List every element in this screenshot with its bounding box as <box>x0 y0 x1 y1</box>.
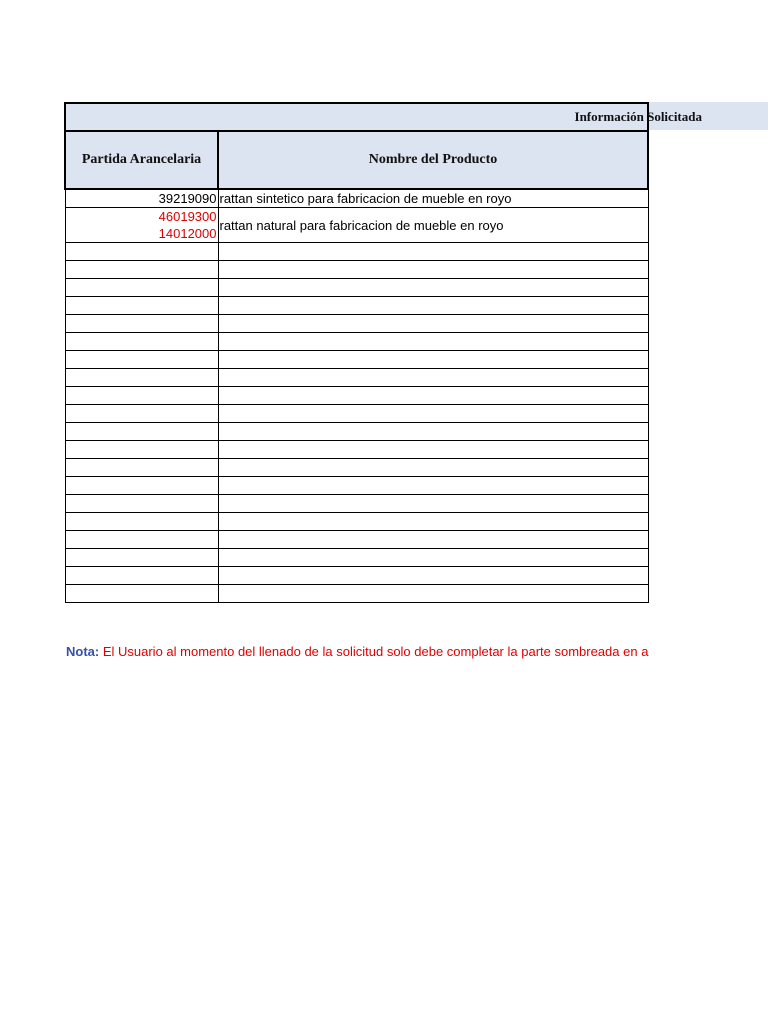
tariff-code-cell[interactable] <box>65 243 218 261</box>
table-row <box>65 549 648 567</box>
table-row <box>65 297 648 315</box>
product-name-cell[interactable] <box>218 279 648 297</box>
tariff-code-cell[interactable] <box>65 387 218 405</box>
tariff-code-cell[interactable] <box>65 567 218 585</box>
product-name-cell[interactable] <box>218 549 648 567</box>
tariff-code-cell[interactable] <box>65 369 218 387</box>
tariff-code-cell[interactable] <box>65 585 218 603</box>
tariff-code-cell[interactable] <box>65 279 218 297</box>
table-row <box>65 585 648 603</box>
tariff-code-cell[interactable] <box>65 495 218 513</box>
table-row <box>65 243 648 261</box>
tariff-code-cell[interactable] <box>65 477 218 495</box>
table-row <box>65 495 648 513</box>
product-name-cell[interactable] <box>218 243 648 261</box>
product-name-cell[interactable] <box>218 441 648 459</box>
product-name-cell[interactable] <box>218 405 648 423</box>
product-name-cell[interactable] <box>218 477 648 495</box>
product-name-cell[interactable] <box>218 495 648 513</box>
tariff-code-cell[interactable] <box>65 333 218 351</box>
product-name-cell[interactable] <box>218 387 648 405</box>
table-row <box>65 261 648 279</box>
product-name-cell[interactable] <box>218 585 648 603</box>
tariff-code-cell[interactable] <box>65 189 218 208</box>
tariff-code-cell[interactable] <box>65 297 218 315</box>
note-label: Nota: <box>66 644 100 659</box>
note <box>66 644 648 659</box>
table-row <box>65 567 648 585</box>
table-row <box>65 423 648 441</box>
table-row <box>65 315 648 333</box>
tariff-code-cell[interactable] <box>65 459 218 477</box>
table-row <box>65 208 648 243</box>
product-name-cell[interactable] <box>218 423 648 441</box>
table-row <box>65 189 648 208</box>
table-row <box>65 333 648 351</box>
tariff-code-cell[interactable] <box>65 405 218 423</box>
product-name-cell[interactable]: rattan natural para fabricacion de mueble en royo <box>218 208 648 243</box>
product-name-cell[interactable] <box>218 513 648 531</box>
table-row <box>65 351 648 369</box>
tariff-code-cell[interactable] <box>65 441 218 459</box>
product-name-cell[interactable]: rattan sintetico para fabricacion de mueble en royo <box>218 189 648 208</box>
tariff-code-cell[interactable] <box>65 513 218 531</box>
table-row <box>65 441 648 459</box>
header-product-name[interactable]: Nombre del Producto <box>218 131 648 189</box>
product-name-cell[interactable] <box>218 459 648 477</box>
product-name-cell[interactable] <box>218 567 648 585</box>
tariff-code-cell[interactable] <box>65 351 218 369</box>
table-title: Información Solicitada <box>574 109 702 124</box>
product-name-cell[interactable] <box>218 531 648 549</box>
table-title-cell[interactable] <box>65 103 702 131</box>
tariff-code-cell[interactable] <box>65 315 218 333</box>
product-table <box>64 102 702 603</box>
table-row <box>65 279 648 297</box>
table-row <box>65 405 648 423</box>
product-name-cell[interactable] <box>218 315 648 333</box>
tariff-code-cell[interactable] <box>65 261 218 279</box>
tariff-code: 46019300 <box>158 209 217 224</box>
tariff-code-cell[interactable] <box>65 208 218 243</box>
tariff-code: 39219090 <box>158 191 217 206</box>
product-name-cell[interactable] <box>218 351 648 369</box>
table-row <box>65 531 648 549</box>
table-title-row <box>65 103 648 131</box>
tariff-code-cell[interactable] <box>65 549 218 567</box>
product-name-cell[interactable] <box>218 261 648 279</box>
note-text: El Usuario al momento del llenado de la solicitud solo debe completar la parte sombreada en a <box>99 644 649 659</box>
tariff-code-cell[interactable] <box>65 531 218 549</box>
product-name-cell[interactable] <box>218 297 648 315</box>
header-tariff-code[interactable]: Partida Arancelaria <box>65 131 218 189</box>
tariff-code: 14012000 <box>158 226 217 241</box>
tariff-code-cell[interactable] <box>65 423 218 441</box>
table-row <box>65 513 648 531</box>
product-name-cell[interactable] <box>218 333 648 351</box>
table-header-row <box>65 131 648 189</box>
table-row <box>65 459 648 477</box>
table-row <box>65 387 648 405</box>
table-row <box>65 477 648 495</box>
product-name-cell[interactable] <box>218 369 648 387</box>
table-row <box>65 369 648 387</box>
